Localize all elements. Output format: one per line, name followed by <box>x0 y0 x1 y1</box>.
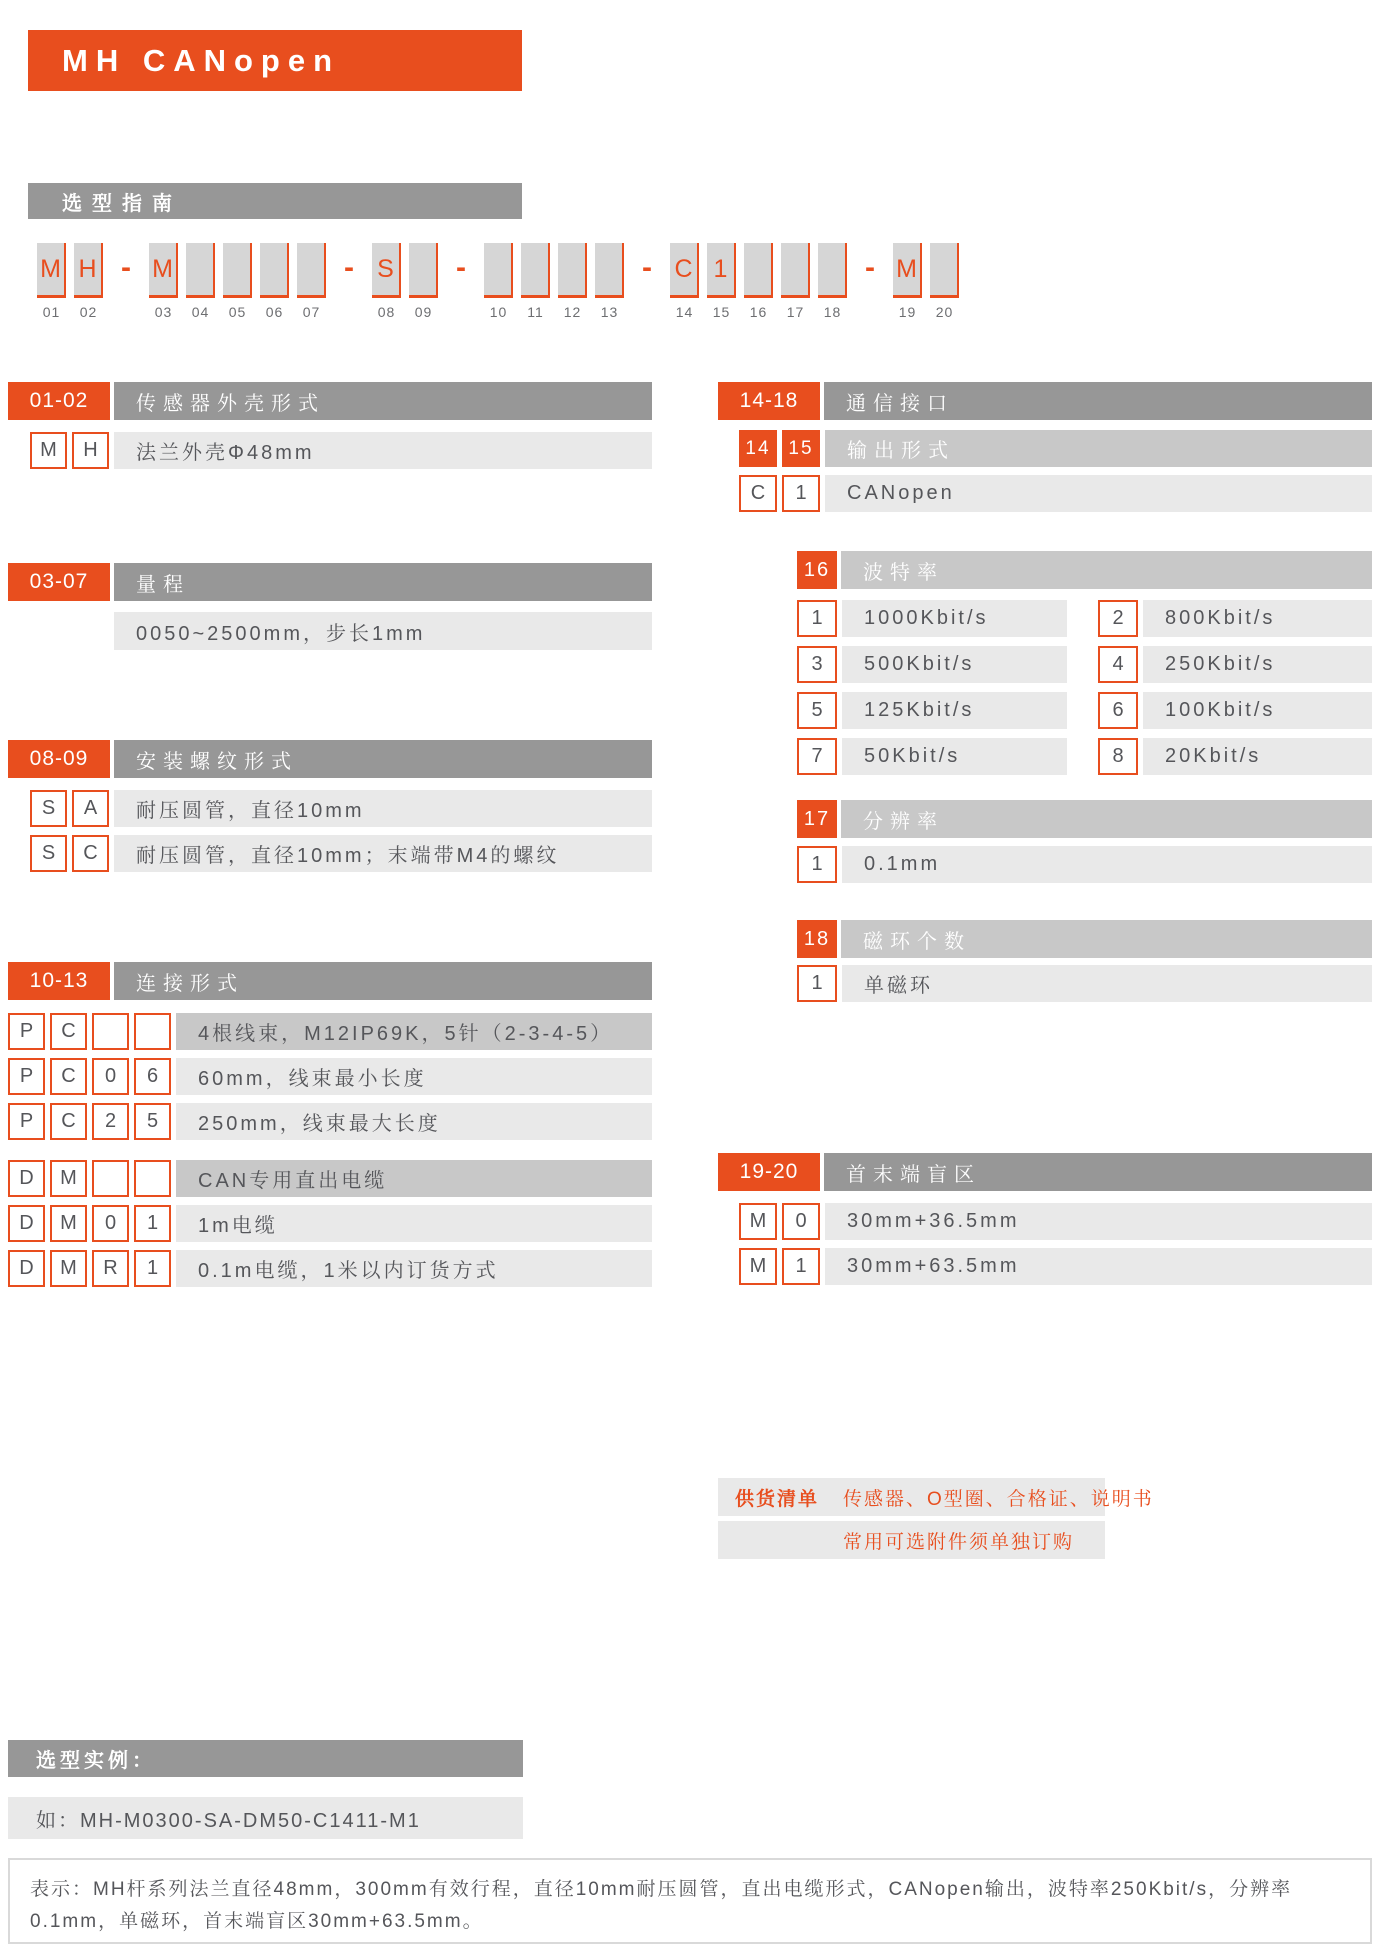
code-cell: C <box>50 1058 87 1095</box>
code-cell: A <box>72 790 109 827</box>
code-box-02 <box>74 243 103 320</box>
code-cell: S <box>30 790 67 827</box>
subrow-output-header <box>739 430 1372 467</box>
section-range-badge: 08-09 <box>8 740 110 778</box>
option-row-connection <box>8 1103 652 1140</box>
subsection-resolution-header <box>797 800 1372 838</box>
example-model-code: 如：MH-M0300-SA-DM50-C1411-M1 <box>8 1797 523 1839</box>
code-position-number: 10 <box>489 304 508 320</box>
code-position-number: 06 <box>265 304 284 320</box>
code-box-10 <box>484 243 513 320</box>
option-row-connection <box>8 1205 652 1242</box>
code-position-number: 08 <box>377 304 396 320</box>
position-number-badge: 17 <box>797 800 837 838</box>
code-position-number: 01 <box>42 304 61 320</box>
option-desc: 0.1mm <box>842 846 1372 883</box>
code-position-number: 12 <box>563 304 582 320</box>
code-position-number: 17 <box>786 304 805 320</box>
span-range-desc: 0050~2500mm，步长1mm <box>114 612 652 650</box>
code-cell: 1 <box>782 1248 820 1285</box>
code-char: 1 <box>713 254 728 283</box>
code-cell: C <box>50 1103 87 1140</box>
section-title-bar: 安装螺纹形式 <box>114 740 652 778</box>
code-cell: 3 <box>797 646 837 683</box>
section-thread-header <box>8 740 652 778</box>
code-box-14 <box>670 243 699 320</box>
code-cell: 4 <box>1098 646 1138 683</box>
code-cell: 5 <box>797 692 837 729</box>
option-desc: 1000Kbit/s <box>842 600 1067 637</box>
code-cell: 1 <box>797 600 837 637</box>
code-position-number: 05 <box>228 304 247 320</box>
option-desc: 500Kbit/s <box>842 646 1067 683</box>
section-title-bar: 连接形式 <box>114 962 652 1000</box>
section-deadzone-header <box>718 1153 1372 1191</box>
code-dash: - <box>344 250 354 284</box>
option-row-deadzone <box>739 1203 1372 1240</box>
code-cell: 1 <box>782 475 820 512</box>
code-position-number: 02 <box>79 304 98 320</box>
code-position-number: 19 <box>898 304 917 320</box>
code-cell: R <box>92 1250 129 1287</box>
code-box-05 <box>223 243 252 320</box>
code-cell: M <box>50 1160 87 1197</box>
code-cell: S <box>30 835 67 872</box>
option-row-deadzone <box>739 1248 1372 1285</box>
code-box-11 <box>521 243 550 320</box>
code-position-number: 04 <box>191 304 210 320</box>
code-cell <box>134 1013 171 1050</box>
code-dash: - <box>865 250 875 284</box>
code-cell: D <box>8 1250 45 1287</box>
code-box-09 <box>409 243 438 320</box>
section-range-badge: 01-02 <box>8 382 110 420</box>
option-desc: 250mm，线束最大长度 <box>176 1103 652 1140</box>
subsection-title-bar: 磁环个数 <box>841 920 1372 958</box>
code-cell: M <box>50 1250 87 1287</box>
code-dash: - <box>456 250 466 284</box>
option-row-thread <box>30 790 652 827</box>
option-desc: 4根线束，M12IP69K，5针（2-3-4-5） <box>176 1013 652 1050</box>
code-box-04 <box>186 243 215 320</box>
code-position-number: 20 <box>935 304 954 320</box>
code-position-number: 09 <box>414 304 433 320</box>
code-position-number: 14 <box>675 304 694 320</box>
code-cell <box>134 1160 171 1197</box>
code-box-13 <box>595 243 624 320</box>
supply-note-row <box>718 1521 1105 1559</box>
section-range-badge: 03-07 <box>8 563 110 601</box>
code-box-18 <box>818 243 847 320</box>
title-banner <box>28 30 522 91</box>
option-desc: 30mm+63.5mm <box>825 1248 1372 1285</box>
code-cell: 1 <box>134 1205 171 1242</box>
option-desc: 50Kbit/s <box>842 738 1067 775</box>
model-code-row <box>37 243 959 320</box>
code-position-number: 03 <box>154 304 173 320</box>
code-box-08 <box>372 243 401 320</box>
option-desc: 法兰外壳Φ48mm <box>114 432 652 469</box>
option-desc: 20Kbit/s <box>1143 738 1372 775</box>
section-connection-header <box>8 962 652 1000</box>
subsection-title-bar: 分辨率 <box>841 800 1372 838</box>
supply-note: 常用可选附件须单独订购 <box>843 1531 1075 1553</box>
code-cell: 0 <box>782 1203 820 1240</box>
supply-list-items: 传感器、O型圈、合格证、说明书 <box>843 1488 1154 1510</box>
section-comm-header <box>718 382 1372 420</box>
code-cell: M <box>50 1205 87 1242</box>
code-cell: 1 <box>134 1250 171 1287</box>
code-char: C <box>674 254 693 283</box>
code-box-20 <box>930 243 959 320</box>
code-position-number: 13 <box>600 304 619 320</box>
option-desc: 1m电缆 <box>176 1205 652 1242</box>
section-title-bar: 量程 <box>114 563 652 601</box>
section-range-badge: 14-18 <box>718 382 820 420</box>
code-char: H <box>78 254 97 283</box>
option-desc: 800Kbit/s <box>1143 600 1372 637</box>
supply-list-row <box>718 1478 1154 1516</box>
code-position-number: 18 <box>823 304 842 320</box>
option-desc: 单磁环 <box>842 965 1372 1002</box>
code-char: M <box>152 254 173 283</box>
code-box-12 <box>558 243 587 320</box>
page-title: MH CANopen <box>62 42 341 78</box>
code-cell <box>92 1160 129 1197</box>
position-number-cell: 15 <box>782 430 820 467</box>
example-description: 表示：MH杆系列法兰直径48mm，300mm有效行程，直径10mm耐压圆管，直出电缆形式，CANopen输出，波特率250Kbit/s，分辨率0.1mm，单磁环，首末端盲区30mm+63.5mm。 <box>8 1858 1372 1944</box>
option-row-thread <box>30 835 652 872</box>
position-number-badge: 18 <box>797 920 837 958</box>
option-row-baud <box>797 646 1372 683</box>
position-number-cell: 14 <box>739 430 777 467</box>
option-row-baud <box>797 738 1372 775</box>
option-desc: 30mm+36.5mm <box>825 1203 1372 1240</box>
option-desc: 250Kbit/s <box>1143 646 1372 683</box>
guide-header <box>28 183 522 219</box>
section-title-bar: 传感器外壳形式 <box>114 382 652 420</box>
code-cell: 1 <box>797 846 837 883</box>
supply-list-label: 供货清单 <box>735 1488 820 1510</box>
code-cell: 2 <box>92 1103 129 1140</box>
option-row-connection <box>8 1058 652 1095</box>
code-box-03 <box>149 243 178 320</box>
example-header <box>8 1740 523 1777</box>
code-cell: 1 <box>797 965 837 1002</box>
section-title-bar: 首末端盲区 <box>824 1153 1372 1191</box>
code-cell: C <box>50 1013 87 1050</box>
section-title-bar: 通信接口 <box>824 382 1372 420</box>
guide-title: 选型指南 <box>62 192 182 215</box>
section-span-header <box>8 563 652 601</box>
code-cell: C <box>72 835 109 872</box>
code-cell: H <box>72 432 109 469</box>
option-row-housing <box>30 432 652 469</box>
option-row-connection <box>8 1160 652 1197</box>
section-housing-header <box>8 382 652 420</box>
code-box-19 <box>893 243 922 320</box>
option-row-baud <box>797 600 1372 637</box>
code-cell: 0 <box>92 1205 129 1242</box>
code-cell: P <box>8 1103 45 1140</box>
code-position-number: 16 <box>749 304 768 320</box>
option-row-output <box>739 475 1372 512</box>
option-row-connection <box>8 1250 652 1287</box>
option-row-connection <box>8 1013 652 1050</box>
code-position-number: 07 <box>302 304 321 320</box>
code-cell: 6 <box>1098 692 1138 729</box>
section-range-badge: 10-13 <box>8 962 110 1000</box>
subsection-title-bar: 波特率 <box>841 551 1372 589</box>
code-box-07 <box>297 243 326 320</box>
option-desc: 0.1m电缆，1米以内订货方式 <box>176 1250 652 1287</box>
option-desc: 100Kbit/s <box>1143 692 1372 729</box>
code-cell: M <box>739 1203 777 1240</box>
code-char: S <box>377 254 394 283</box>
code-dash: - <box>642 250 652 284</box>
code-box-16 <box>744 243 773 320</box>
code-dash: - <box>121 250 131 284</box>
example-header-title: 选型实例： <box>36 1750 156 1772</box>
option-desc: 60mm，线束最小长度 <box>176 1058 652 1095</box>
code-cell: 0 <box>92 1058 129 1095</box>
option-row-resolution <box>797 846 1372 883</box>
code-box-06 <box>260 243 289 320</box>
code-cell: P <box>8 1013 45 1050</box>
section-range-badge: 19-20 <box>718 1153 820 1191</box>
code-char: M <box>896 254 917 283</box>
code-char: M <box>40 254 61 283</box>
code-cell <box>92 1013 129 1050</box>
subsection-title: 输出形式 <box>825 430 1372 467</box>
option-desc: 125Kbit/s <box>842 692 1067 729</box>
code-cell: P <box>8 1058 45 1095</box>
code-cell: M <box>30 432 67 469</box>
position-number-badge: 16 <box>797 551 837 589</box>
option-desc: CAN专用直出电缆 <box>176 1160 652 1197</box>
code-cell: 5 <box>134 1103 171 1140</box>
code-box-15 <box>707 243 736 320</box>
code-box-17 <box>781 243 810 320</box>
code-cell: D <box>8 1160 45 1197</box>
option-desc: CANopen <box>825 475 1372 512</box>
option-row-baud <box>797 692 1372 729</box>
code-cell: M <box>739 1248 777 1285</box>
code-position-number: 11 <box>527 304 544 320</box>
code-box-01 <box>37 243 66 320</box>
option-row-rings <box>797 965 1372 1002</box>
code-cell: 7 <box>797 738 837 775</box>
code-cell: 6 <box>134 1058 171 1095</box>
code-position-number: 15 <box>712 304 731 320</box>
code-cell: C <box>739 475 777 512</box>
subsection-rings-header <box>797 920 1372 958</box>
option-desc: 耐压圆管，直径10mm <box>114 790 652 827</box>
code-cell: 8 <box>1098 738 1138 775</box>
option-desc: 耐压圆管，直径10mm；末端带M4的螺纹 <box>114 835 652 872</box>
code-cell: 2 <box>1098 600 1138 637</box>
code-cell: D <box>8 1205 45 1242</box>
subsection-baud-header <box>797 551 1372 589</box>
